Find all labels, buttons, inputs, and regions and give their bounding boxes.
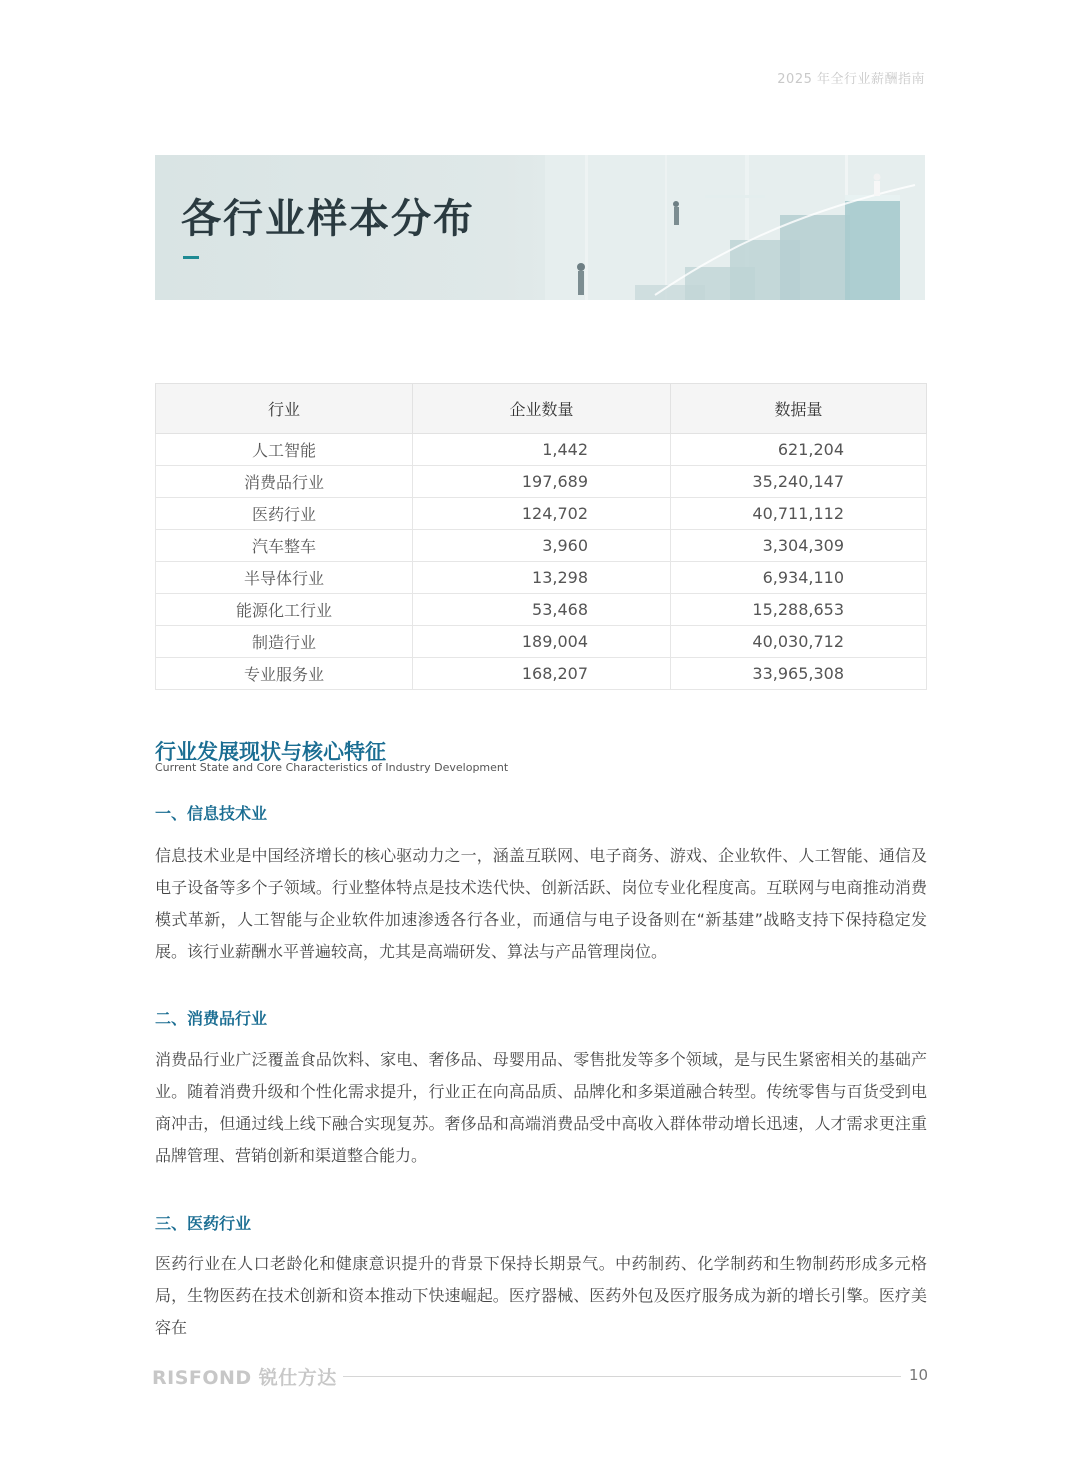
data-volume-cell: 40,030,712 — [671, 626, 927, 658]
section-subtitle: Current State and Core Characteristics of Industry Development — [155, 761, 509, 774]
title-accent-dash — [183, 256, 199, 259]
page-title: 各行业样本分布 — [181, 196, 475, 242]
column-header: 行业 — [156, 384, 413, 434]
table-row — [156, 594, 927, 626]
industry-cell: 制造行业 — [156, 626, 413, 658]
company-count-cell: 53,468 — [413, 594, 671, 626]
table-row — [156, 466, 927, 498]
table-row — [156, 530, 927, 562]
section-title: 行业发展现状与核心特征 — [155, 740, 386, 764]
item-paragraph-consumer: 消费品行业广泛覆盖食品饮料、家电、奢侈品、母婴用品、零售批发等多个领域，是与民生紧密相关的基础产业。随着消费升级和个性化需求提升，行业正在向高品质、品牌化和多渠道融合转型。传统零售与百货受到电商冲击，但通过线上线下融合实现复苏。奢侈品和高端消费品受中高收入群体带动增长迅速，人才需求更注重品牌管理、营销创新和渠道整合能力。 — [155, 1050, 927, 1165]
item-paragraph-it: 信息技术业是中国经济增长的核心驱动力之一，涵盖互联网、电子商务、游戏、企业软件、人工智能、通信及电子设备等多个子领域。行业整体特点是技术迭代快、创新活跃、岗位专业化程度高。互联网与电商推动消费模式革新，人工智能与企业软件加速渗透各行各业，而通信与电子设备则在“新基建”战略支持下保持稳定发展。该行业薪酬水平普遍较高，尤其是高端研发、算法与产品管理岗位。 — [155, 846, 927, 961]
title-banner — [155, 155, 925, 300]
table-row — [156, 626, 927, 658]
data-volume-cell: 621,204 — [671, 434, 927, 466]
industry-cell: 汽车整车 — [156, 530, 413, 562]
industry-cell: 能源化工行业 — [156, 594, 413, 626]
item-heading-it: 一、信息技术业 — [155, 804, 268, 823]
data-volume-cell: 33,965,308 — [671, 658, 927, 690]
table-row — [156, 658, 927, 690]
page-number: 10 — [909, 1366, 929, 1384]
data-volume-cell: 6,934,110 — [671, 562, 927, 594]
company-count-cell: 1,442 — [413, 434, 671, 466]
banner-illustration — [545, 155, 925, 300]
column-header: 企业数量 — [413, 384, 671, 434]
data-volume-cell: 40,711,112 — [671, 498, 927, 530]
item-heading-consumer: 二、消费品行业 — [155, 1009, 268, 1028]
data-volume-cell: 3,304,309 — [671, 530, 927, 562]
table-header-row — [156, 384, 927, 434]
footer-divider — [343, 1376, 901, 1377]
data-volume-cell: 15,288,653 — [671, 594, 927, 626]
brand-logo: RISFOND 锐仕方达 — [152, 1367, 337, 1389]
industry-cell: 专业服务业 — [156, 658, 413, 690]
column-header: 数据量 — [671, 384, 927, 434]
industry-sample-table — [155, 383, 927, 690]
table-row — [156, 434, 927, 466]
industry-cell: 消费品行业 — [156, 466, 413, 498]
header-note: 2025 年全行业薪酬指南 — [777, 72, 925, 87]
industry-cell: 医药行业 — [156, 498, 413, 530]
data-volume-cell: 35,240,147 — [671, 466, 927, 498]
company-count-cell: 124,702 — [413, 498, 671, 530]
company-count-cell: 189,004 — [413, 626, 671, 658]
table-row — [156, 498, 927, 530]
table-row — [156, 562, 927, 594]
industry-cell: 人工智能 — [156, 434, 413, 466]
industry-cell: 半导体行业 — [156, 562, 413, 594]
company-count-cell: 13,298 — [413, 562, 671, 594]
company-count-cell: 197,689 — [413, 466, 671, 498]
company-count-cell: 3,960 — [413, 530, 671, 562]
item-heading-pharma: 三、医药行业 — [155, 1214, 252, 1233]
company-count-cell: 168,207 — [413, 658, 671, 690]
item-paragraph-pharma: 医药行业在人口老龄化和健康意识提升的背景下保持长期景气。中药制药、化学制药和生物制药形成多元格局，生物医药在技术创新和资本推动下快速崛起。医疗器械、医药外包及医疗服务成为新的增长引擎。医疗美容在 — [155, 1254, 927, 1337]
